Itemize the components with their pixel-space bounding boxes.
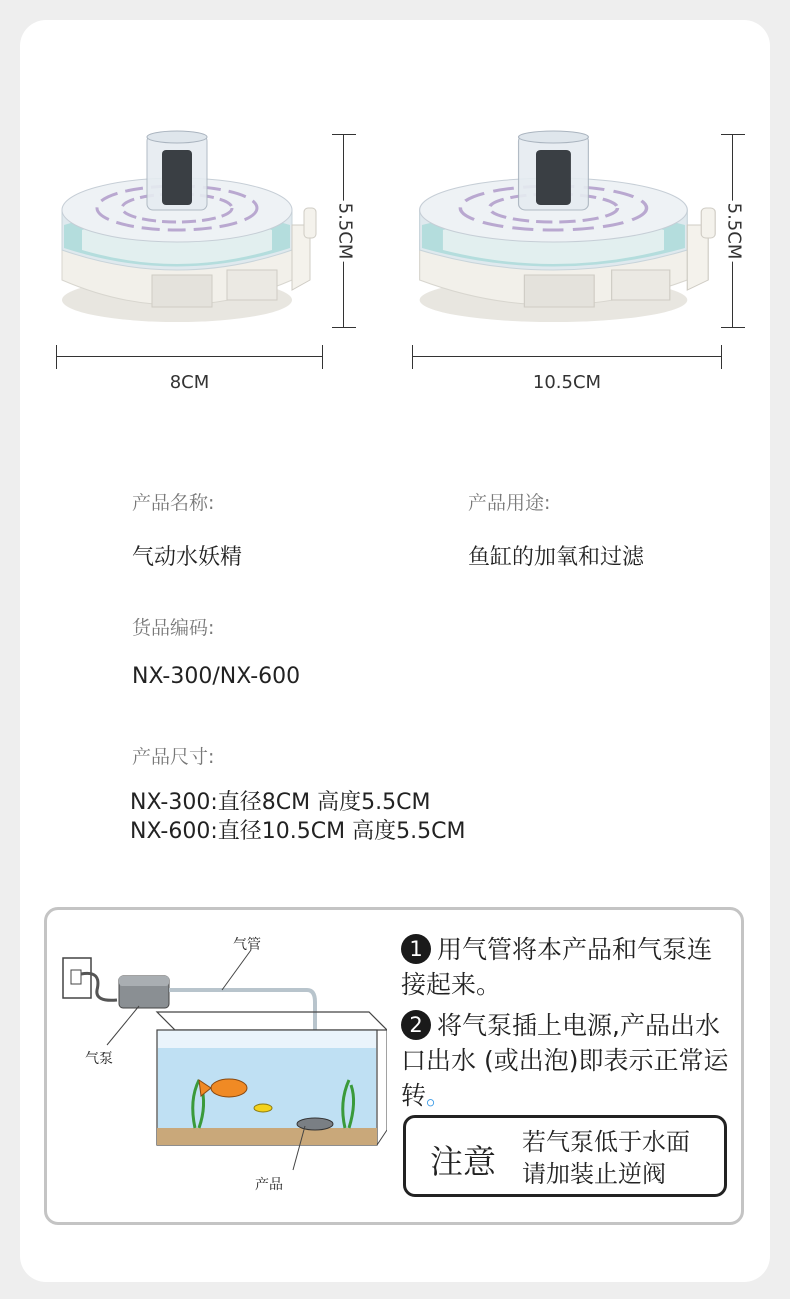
step-1-number: 1 [401, 934, 431, 964]
product-use-label: 产品用途: [468, 492, 551, 514]
step-2-end-mark: 。 [426, 1081, 452, 1110]
usage-instructions-box [44, 907, 744, 1225]
air-pump-label: 气泵 [85, 1051, 113, 1067]
warning-note [403, 1115, 727, 1197]
product-code-value: NX-300/NX-600 [132, 664, 301, 689]
width-dimension-2 [412, 342, 722, 393]
width-label-2: 10.5CM [532, 372, 602, 393]
product-size-label: 产品尺寸: [132, 746, 215, 768]
note-line-1: 若气泵低于水面 [522, 1128, 690, 1156]
height-label-1: 5.5CM [334, 202, 356, 260]
product-label: 产品 [255, 1177, 283, 1193]
step-1-text: 用气管将本产品和气泵连接起来。 [401, 935, 713, 999]
product-image-nx600 [408, 130, 728, 335]
product-code-label: 货品编码: [132, 617, 215, 639]
width-label-1: 8CM [169, 372, 210, 393]
height-dimension-1 [329, 134, 359, 328]
product-image-nx300 [52, 130, 327, 335]
size-line-nx600: NX-600:直径10.5CM 高度5.5CM [130, 819, 466, 844]
air-tube-label: 气管 [233, 937, 261, 953]
product-use-value: 鱼缸的加氧和过滤 [468, 545, 645, 570]
note-text [522, 1126, 690, 1190]
step-2-text: 将气泵插上电源,产品出水口出水 (或出泡)即表示正常运转 [401, 1011, 729, 1110]
width-dimension-1 [56, 342, 323, 393]
step-2 [401, 1008, 731, 1113]
product-name-value: 气动水妖精 [132, 545, 243, 570]
note-line-2: 请加装止逆阀 [522, 1160, 666, 1188]
step-2-number: 2 [401, 1010, 431, 1040]
product-name-label: 产品名称: [132, 492, 215, 514]
note-title: 注意 [430, 1142, 496, 1181]
height-dimension-2 [718, 134, 748, 328]
step-1 [401, 932, 731, 1002]
size-line-nx300: NX-300:直径8CM 高度5.5CM [130, 790, 431, 815]
height-label-2: 5.5CM [723, 202, 745, 260]
